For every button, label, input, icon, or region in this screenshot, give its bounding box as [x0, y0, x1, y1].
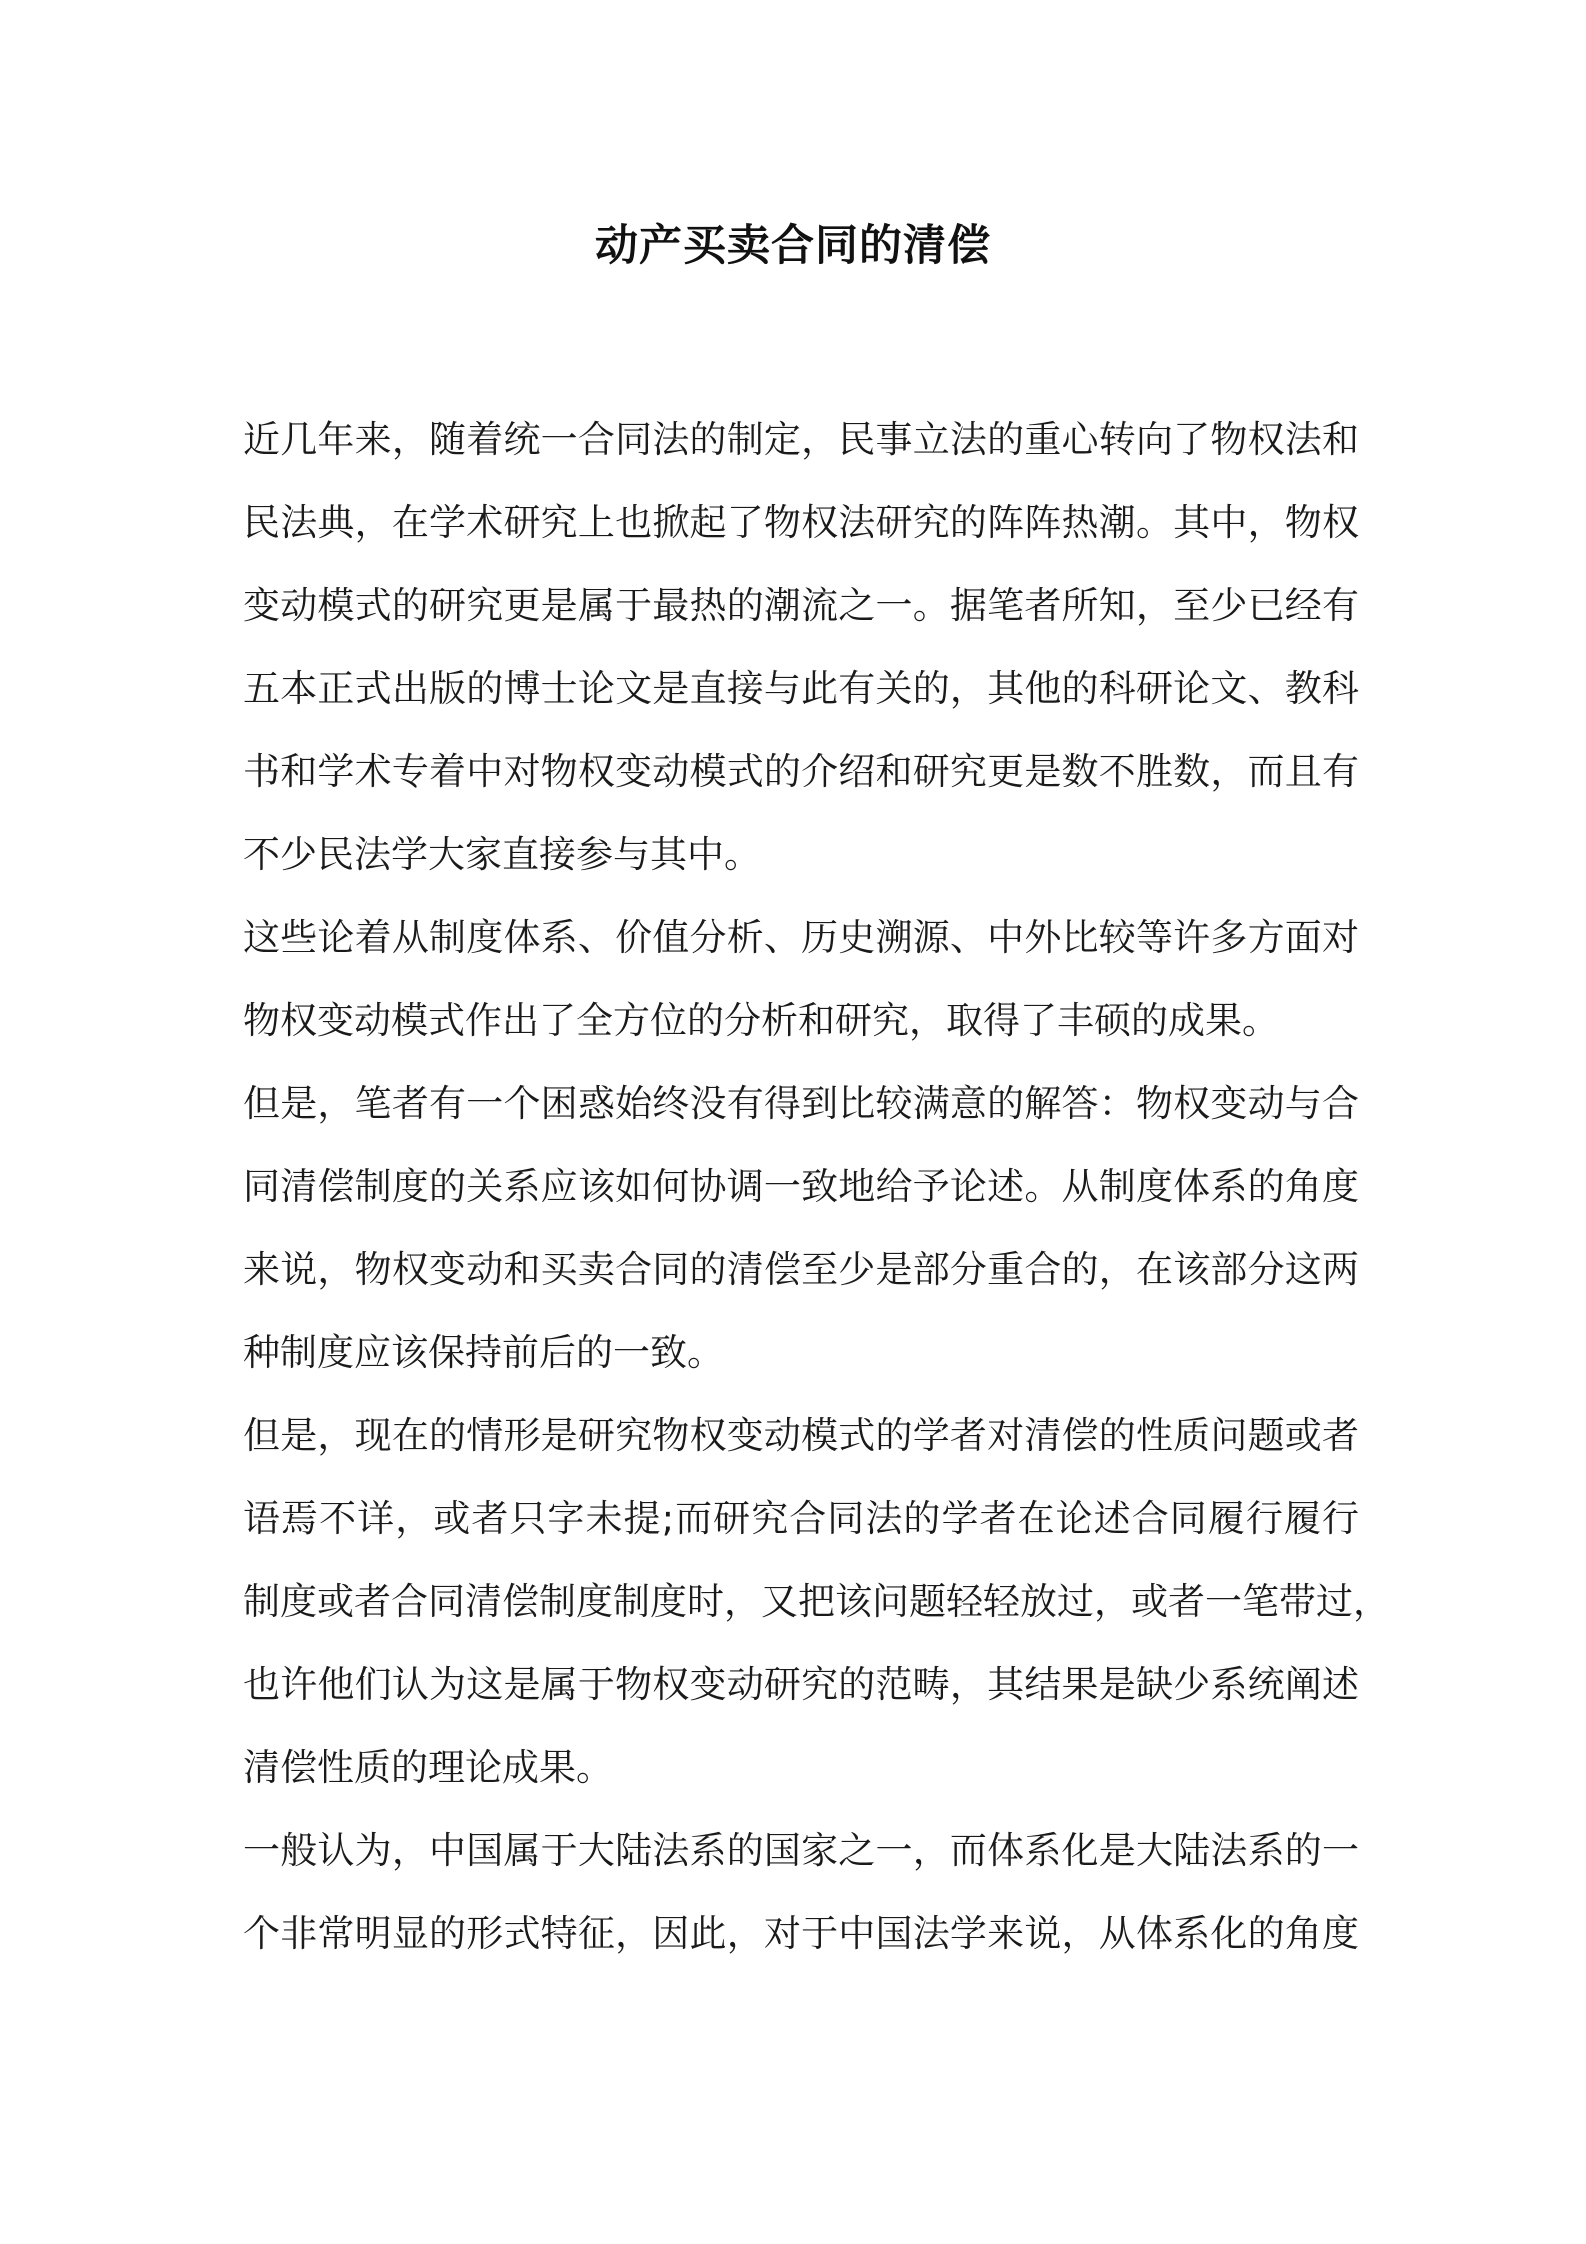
- body-line: 这些论着从制度体系、价值分析、历史溯源、中外比较等许多方面对: [243, 916, 1359, 959]
- body-line: 个非常明显的形式特征，因此，对于中国法学来说，从体系化的角度: [243, 1912, 1359, 1955]
- body-line: 变动模式的研究更是属于最热的潮流之一。据笔者所知，至少已经有: [243, 584, 1359, 627]
- body-line: 语焉不详，或者只字未提;而研究合同法的学者在论述合同履行履行: [243, 1497, 1359, 1540]
- body-line: 五本正式出版的博士论文是直接与此有关的，其他的科研论文、教科: [243, 667, 1359, 710]
- body-line: 同清偿制度的关系应该如何协调一致地给予论述。从制度体系的角度: [243, 1165, 1359, 1208]
- body-line: 物权变动模式作出了全方位的分析和研究，取得了丰硕的成果。: [243, 999, 1279, 1042]
- body-line: 不少民法学大家直接参与其中。: [243, 833, 761, 876]
- body-line: 制度或者合同清偿制度制度时，又把该问题轻轻放过，或者一笔带过，: [243, 1580, 1390, 1623]
- document-body: [243, 398, 1390, 1975]
- body-line: 近几年来，随着统一合同法的制定，民事立法的重心转向了物权法和: [243, 418, 1359, 461]
- body-line: 书和学术专着中对物权变动模式的介绍和研究更是数不胜数，而且有: [243, 750, 1359, 793]
- document-title: 动产买卖合同的清偿: [595, 221, 991, 271]
- body-line: 种制度应该保持前后的一致。: [243, 1331, 724, 1374]
- body-line: 但是，现在的情形是研究物权变动模式的学者对清偿的性质问题或者: [243, 1414, 1359, 1457]
- body-line: 来说，物权变动和买卖合同的清偿至少是部分重合的，在该部分这两: [243, 1248, 1359, 1291]
- body-line: 但是，笔者有一个困惑始终没有得到比较满意的解答：物权变动与合: [243, 1082, 1359, 1125]
- body-line: 民法典，在学术研究上也掀起了物权法研究的阵阵热潮。其中，物权: [243, 501, 1359, 544]
- body-line: 一般认为，中国属于大陆法系的国家之一，而体系化是大陆法系的一: [243, 1829, 1359, 1872]
- body-line: 也许他们认为这是属于物权变动研究的范畴，其结果是缺少系统阐述: [243, 1663, 1359, 1706]
- body-line: 清偿性质的理论成果。: [243, 1746, 613, 1789]
